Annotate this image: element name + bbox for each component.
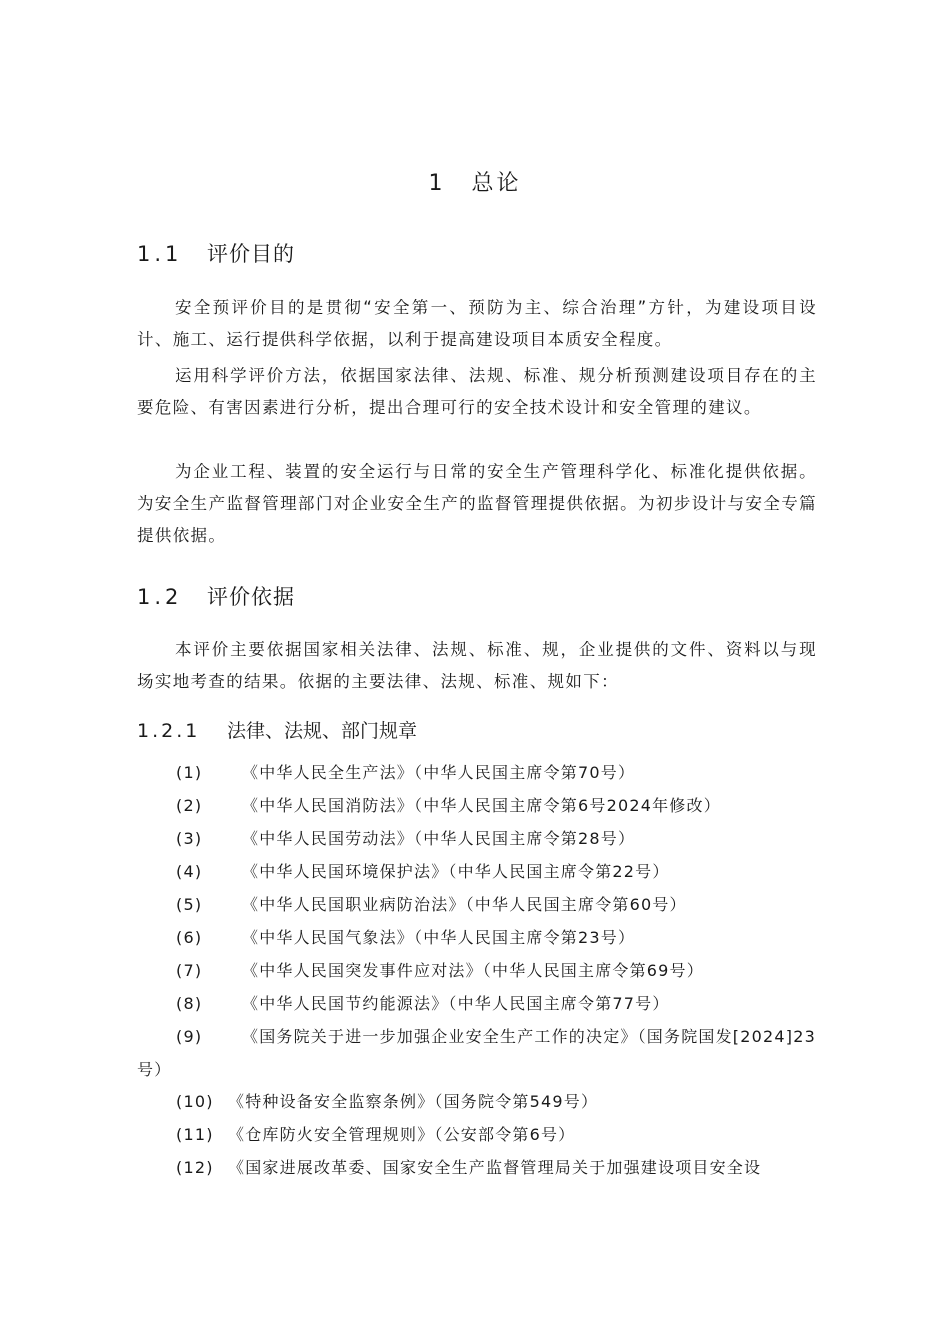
law-item-index: (9) <box>176 1027 203 1046</box>
law-item-index: (4) <box>176 862 203 881</box>
law-item-text: 《国务院关于进一步加强企业安全生产工作的决定》（国务院国发[2024]23号） <box>137 1027 816 1079</box>
law-item <box>176 1119 816 1151</box>
law-item-index: (12) <box>176 1158 214 1177</box>
section-number: 1.2 <box>137 585 183 609</box>
subsection-number: 1.2.1 <box>137 720 201 742</box>
law-item <box>176 988 816 1020</box>
law-item-index: (2) <box>176 796 203 815</box>
law-item-index: (11) <box>176 1125 214 1144</box>
law-item <box>137 1020 817 1086</box>
law-item-index: (6) <box>176 928 203 947</box>
chapter-number: 1 <box>428 171 446 196</box>
section-heading-1-1 <box>137 238 295 268</box>
law-item-text: 《中华人民国突发事件应对法》（中华人民国主席令第69号） <box>242 961 704 980</box>
law-item-text: 《中华人民国消防法》（中华人民国主席令第6号2024年修改） <box>242 796 721 815</box>
law-item-text: 《中华人民国节约能源法》（中华人民国主席令第77号） <box>242 994 670 1013</box>
law-item-text: 《国家进展改革委、国家安全生产监督管理局关于加强建设项目安全设 <box>228 1158 762 1177</box>
law-item-index: (10) <box>176 1092 214 1111</box>
law-item <box>176 856 816 888</box>
paragraph: 本评价主要依据国家相关法律、法规、标准、规，企业提供的文件、资料以与现场实地考查的结果。依据的主要法律、法规、标准、规如下： <box>137 640 817 691</box>
law-item-text: 《仓库防火安全管理规则》（公安部令第6号） <box>228 1125 576 1144</box>
law-item-text: 《中华人民全生产法》（中华人民国主席令第70号） <box>242 763 636 782</box>
section-heading-1-2 <box>137 581 295 611</box>
law-item <box>176 1152 816 1184</box>
law-item <box>176 955 816 987</box>
law-item <box>176 1086 816 1118</box>
law-item-index: (7) <box>176 961 203 980</box>
law-item-index: (3) <box>176 829 203 848</box>
subsection-title: 法律、法规、部门规章 <box>227 720 418 742</box>
chapter-title <box>0 166 950 197</box>
paragraph: 运用科学评价方法，依据国家法律、法规、标准、规分析预测建设项目存在的主要危险、有害因素进行分析，提出合理可行的安全技术设计和安全管理的建议。 <box>137 366 817 417</box>
section-title: 评价目的 <box>207 242 295 266</box>
law-item-text: 《特种设备安全监察条例》（国务院令第549号） <box>228 1092 599 1111</box>
law-item <box>176 889 816 921</box>
law-item-index: (1) <box>176 763 203 782</box>
chapter-title-text: 总论 <box>471 171 522 196</box>
subsection-heading-1-2-1 <box>137 716 417 743</box>
law-item-text: 《中华人民国气象法》（中华人民国主席令第23号） <box>242 928 636 947</box>
law-item <box>176 790 816 822</box>
paragraph: 安全预评价目的是贯彻“安全第一、预防为主、综合治理”方针，为建设项目设计、施工、运行提供科学依据，以利于提高建设项目本质安全程度。 <box>137 298 817 349</box>
law-item-index: (5) <box>176 895 203 914</box>
law-item-text: 《中华人民国环境保护法》（中华人民国主席令第22号） <box>242 862 670 881</box>
section-title: 评价依据 <box>207 585 295 609</box>
law-item-index: (8) <box>176 994 203 1013</box>
law-item <box>176 823 816 855</box>
section-number: 1.1 <box>137 242 183 266</box>
law-item <box>176 757 816 789</box>
law-item <box>176 922 816 954</box>
paragraph: 为企业工程、装置的安全运行与日常的安全生产管理科学化、标准化提供依据。为安全生产监督管理部门对企业安全生产的监督管理提供依据。为初步设计与安全专篇提供依据。 <box>137 462 817 545</box>
law-item-text: 《中华人民国职业病防治法》（中华人民国主席令第60号） <box>242 895 687 914</box>
law-item-text: 《中华人民国劳动法》（中华人民国主席令第28号） <box>242 829 636 848</box>
